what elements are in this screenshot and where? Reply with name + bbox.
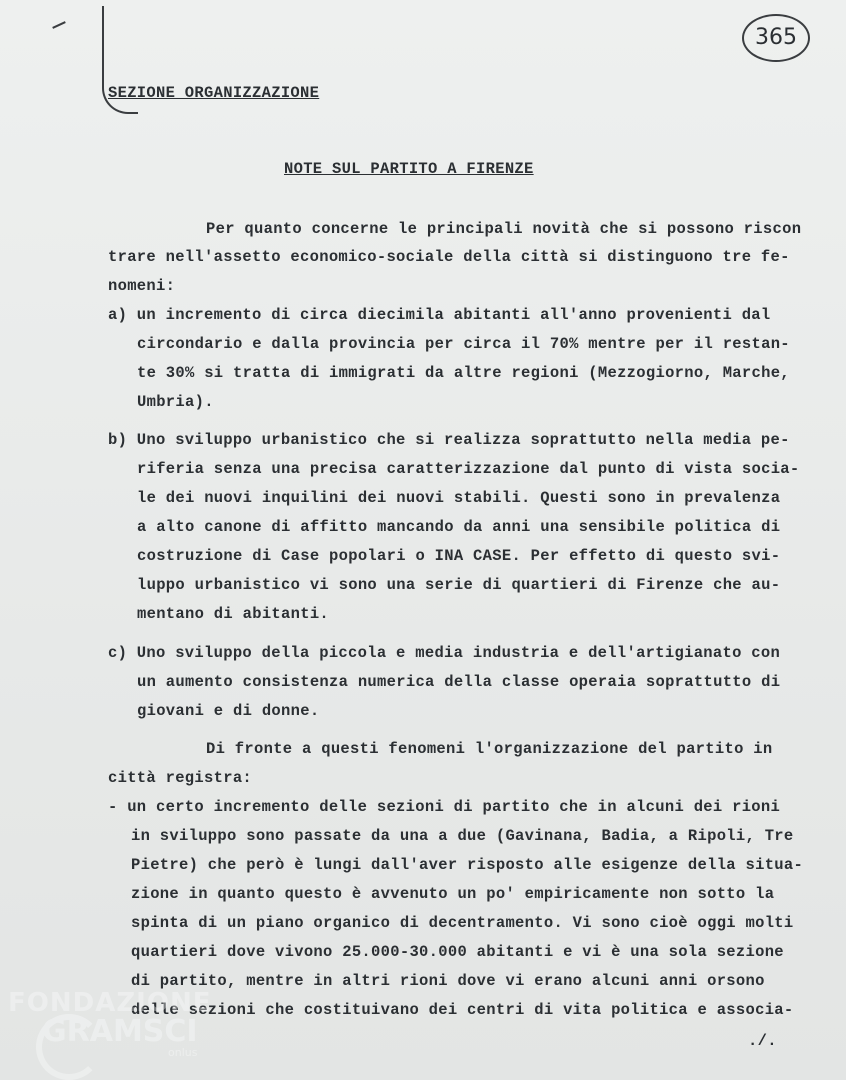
list-item-c: c) Uno sviluppo della piccola e media industria e dell'artigianato con — [108, 644, 781, 662]
body-line: te 30% si tratta di immigrati da altre regioni (Mezzogiorno, Marche, — [137, 364, 790, 382]
body-line: luppo urbanistico vi sono una serie di quartieri di Firenze che au- — [137, 576, 781, 594]
body-line: costruzione di Case popolari o INA CASE. Per effetto di questo svi- — [137, 547, 781, 565]
document-title: NOTE SUL PARTITO A FIRENZE — [284, 160, 534, 178]
watermark-line2: GRAMSCI — [42, 1014, 198, 1049]
body-line: mentano di abitanti. — [137, 605, 330, 623]
body-line: Umbria). — [137, 393, 214, 411]
body-line: città registra: — [108, 769, 253, 787]
watermark-logo — [8, 988, 228, 1078]
body-line: Pietre) che però è lungi dall'aver risposto alle esigenze della situa- — [131, 856, 804, 874]
dash-list-item: - un certo incremento delle sezioni di partito che in alcuni dei rioni — [108, 798, 781, 816]
continuation-mark: ./. — [748, 1032, 777, 1050]
body-line: trare nell'assetto economico-sociale della città si distinguono tre fe- — [108, 248, 790, 266]
body-line: giovani e di donne. — [137, 702, 320, 720]
body-line: Di fronte a questi fenomeni l'organizzazione del partito in — [206, 740, 773, 758]
body-line: un aumento consistenza numerica della classe operaia soprattutto di — [137, 673, 781, 691]
section-heading: SEZIONE ORGANIZZAZIONE — [108, 84, 320, 102]
body-line: circondario e dalla provincia per circa il 70% mentre per il restan- — [137, 335, 790, 353]
body-line: spinta di un piano organico di decentramento. Vi sono cioè oggi molti — [131, 914, 794, 932]
body-line: riferia senza una precisa caratterizzazione dal punto di vista socia- — [137, 460, 800, 478]
handwritten-tick-mark — [52, 21, 66, 29]
body-line: a alto canone di affitto mancando da anni una sensibile politica di — [137, 518, 781, 536]
body-line: le dei nuovi inquilini dei nuovi stabili. Questi sono in prevalenza — [137, 489, 781, 507]
body-line: delle sezioni che costituivano dei centri di vita politica e associa- — [131, 1001, 794, 1019]
page-number-stamp: 365 — [742, 14, 810, 62]
body-line: zione in quanto questo è avvenuto un po' empiricamente non sotto la — [131, 885, 775, 903]
body-line: quartieri dove vivono 25.000-30.000 abitanti e vi è una sola sezione — [131, 943, 784, 961]
body-line: nomeni: — [108, 277, 176, 295]
list-item-a: a) un incremento di circa diecimila abitanti all'anno provenienti dal — [108, 306, 771, 324]
body-line: Per quanto concerne le principali novità che si possono riscon — [206, 220, 802, 238]
body-line: di partito, mentre in altri rioni dove vi erano alcuni anni orsono — [131, 972, 765, 990]
watermark-line1: FONDAZIONE — [8, 988, 212, 1018]
list-item-b: b) Uno sviluppo urbanistico che si realizza soprattutto nella media pe- — [108, 431, 790, 449]
body-line: in sviluppo sono passate da una a due (Gavinana, Badia, a Ripoli, Tre — [131, 827, 794, 845]
watermark-line3: onlus — [168, 1046, 198, 1059]
